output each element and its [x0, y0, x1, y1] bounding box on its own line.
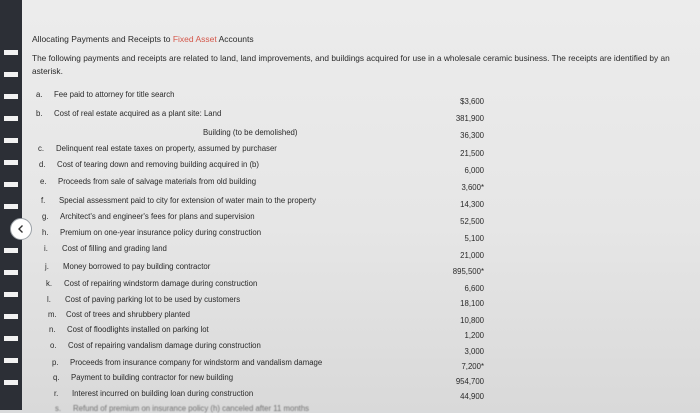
item-amount: 5,100	[464, 234, 484, 243]
item-letter: h.	[42, 228, 49, 237]
intro-paragraph: The following payments and receipts are related to land, land improvements, and buildings acquired for use in a wholesale ceramic business. The receipts are identified by an asterisk.	[32, 53, 670, 76]
strip-tick	[4, 138, 18, 143]
item-amount: 381,900	[455, 114, 484, 123]
item-text: Cost of repairing windstorm damage during construction	[64, 279, 258, 288]
item-letter: l.	[47, 295, 51, 304]
item-amount: 6,000	[464, 166, 484, 175]
item-text: Premium on one-year insurance policy during construction	[60, 228, 262, 237]
strip-tick	[4, 292, 18, 297]
item-letter: g.	[42, 212, 49, 221]
strip-tick	[4, 50, 18, 55]
item-amount: 52,500	[460, 217, 484, 226]
item-text: Cost of filling and grading land	[62, 244, 167, 253]
document-page	[22, 0, 700, 413]
item-text: Cost of paving parking lot to be used by customers	[65, 295, 241, 304]
amount-column	[402, 0, 484, 410]
strip-tick	[4, 270, 18, 275]
item-letter: s.	[55, 404, 62, 413]
item-text: Fee paid to attorney for title search	[54, 90, 175, 99]
item-letter: a.	[36, 90, 43, 99]
item-text: Cost of floodlights installed on parking lot	[67, 325, 209, 334]
strip-tick	[4, 336, 18, 341]
item-text: Payment to building contractor for new building	[71, 373, 234, 382]
item-amount: 6,600	[464, 284, 484, 293]
item-letter: n.	[49, 325, 56, 334]
item-letter: c.	[38, 144, 45, 153]
title-prefix: Allocating Payments and Receipts to	[32, 34, 173, 44]
item-text: Cost of real estate acquired as a plant site: Land	[54, 109, 222, 118]
item-text: Refund of premium on insurance policy (h) canceled after 11 months	[73, 404, 310, 413]
item-letter: k.	[46, 279, 53, 288]
strip-tick	[4, 72, 18, 77]
item-letter: d.	[39, 160, 46, 169]
item-text: Cost of repairing vandalism damage during construction	[68, 341, 261, 350]
item-amount: 895,500*	[452, 267, 484, 276]
strip-tick	[4, 116, 18, 121]
item-amount: 18,100	[460, 299, 484, 308]
title-suffix: Accounts	[216, 34, 254, 44]
item-text: Proceeds from insurance company for windstorm and vandalism damage	[70, 358, 323, 367]
strip-tick	[4, 94, 18, 99]
item-amount: 21,000	[460, 251, 484, 260]
item-text: Cost of trees and shrubbery planted	[66, 310, 190, 319]
item-text: Delinquent real estate taxes on property, assumed by purchaser	[56, 144, 277, 153]
strip-tick	[4, 358, 18, 363]
item-text: Building (to be demolished)	[203, 128, 298, 137]
item-amount: 3,600*	[461, 183, 484, 192]
item-amount: 36,300	[460, 131, 484, 140]
item-letter: m.	[48, 310, 57, 319]
item-letter: e.	[40, 177, 47, 186]
item-text: Interest incurred on building loan during construction	[72, 389, 254, 398]
sidebar-strip	[0, 0, 22, 410]
item-amount: $3,600	[460, 97, 484, 106]
item-text: Proceeds from sale of salvage materials from old building	[58, 177, 257, 186]
item-amount: 10,800	[460, 316, 484, 325]
item-amount: 3,000	[464, 347, 484, 356]
strip-tick	[4, 248, 18, 253]
item-letter: r.	[54, 389, 59, 398]
item-letter: f.	[41, 196, 46, 205]
strip-tick	[4, 204, 18, 209]
strip-tick	[4, 380, 18, 385]
item-letter: i.	[44, 244, 48, 253]
item-text: Special assessment paid to city for extension of water main to the property	[59, 196, 316, 205]
item-amount: 1,200	[464, 331, 484, 340]
title-accent-link[interactable]: Fixed Asset	[172, 34, 217, 44]
item-amount: 21,500	[460, 149, 484, 158]
page-title	[32, 34, 254, 44]
strip-tick	[4, 160, 18, 165]
item-text: Cost of tearing down and removing building acquired in (b)	[57, 160, 259, 169]
item-letter: b.	[36, 109, 43, 118]
item-amount: 14,300	[460, 200, 484, 209]
item-letter: q.	[53, 373, 60, 382]
item-amount: 7,200*	[461, 362, 484, 371]
item-letter: j.	[45, 262, 49, 271]
item-letter: o.	[50, 341, 57, 350]
item-text: Architect's and engineer's fees for plans and supervision	[60, 212, 255, 221]
item-amount: 44,900	[460, 392, 484, 401]
item-letter: p.	[52, 358, 59, 367]
strip-tick	[4, 182, 18, 187]
chevron-left-icon	[16, 224, 26, 234]
item-text: Money borrowed to pay building contractor	[63, 262, 211, 271]
back-button[interactable]	[10, 218, 32, 240]
item-amount: 954,700	[455, 377, 484, 386]
strip-tick	[4, 314, 18, 319]
